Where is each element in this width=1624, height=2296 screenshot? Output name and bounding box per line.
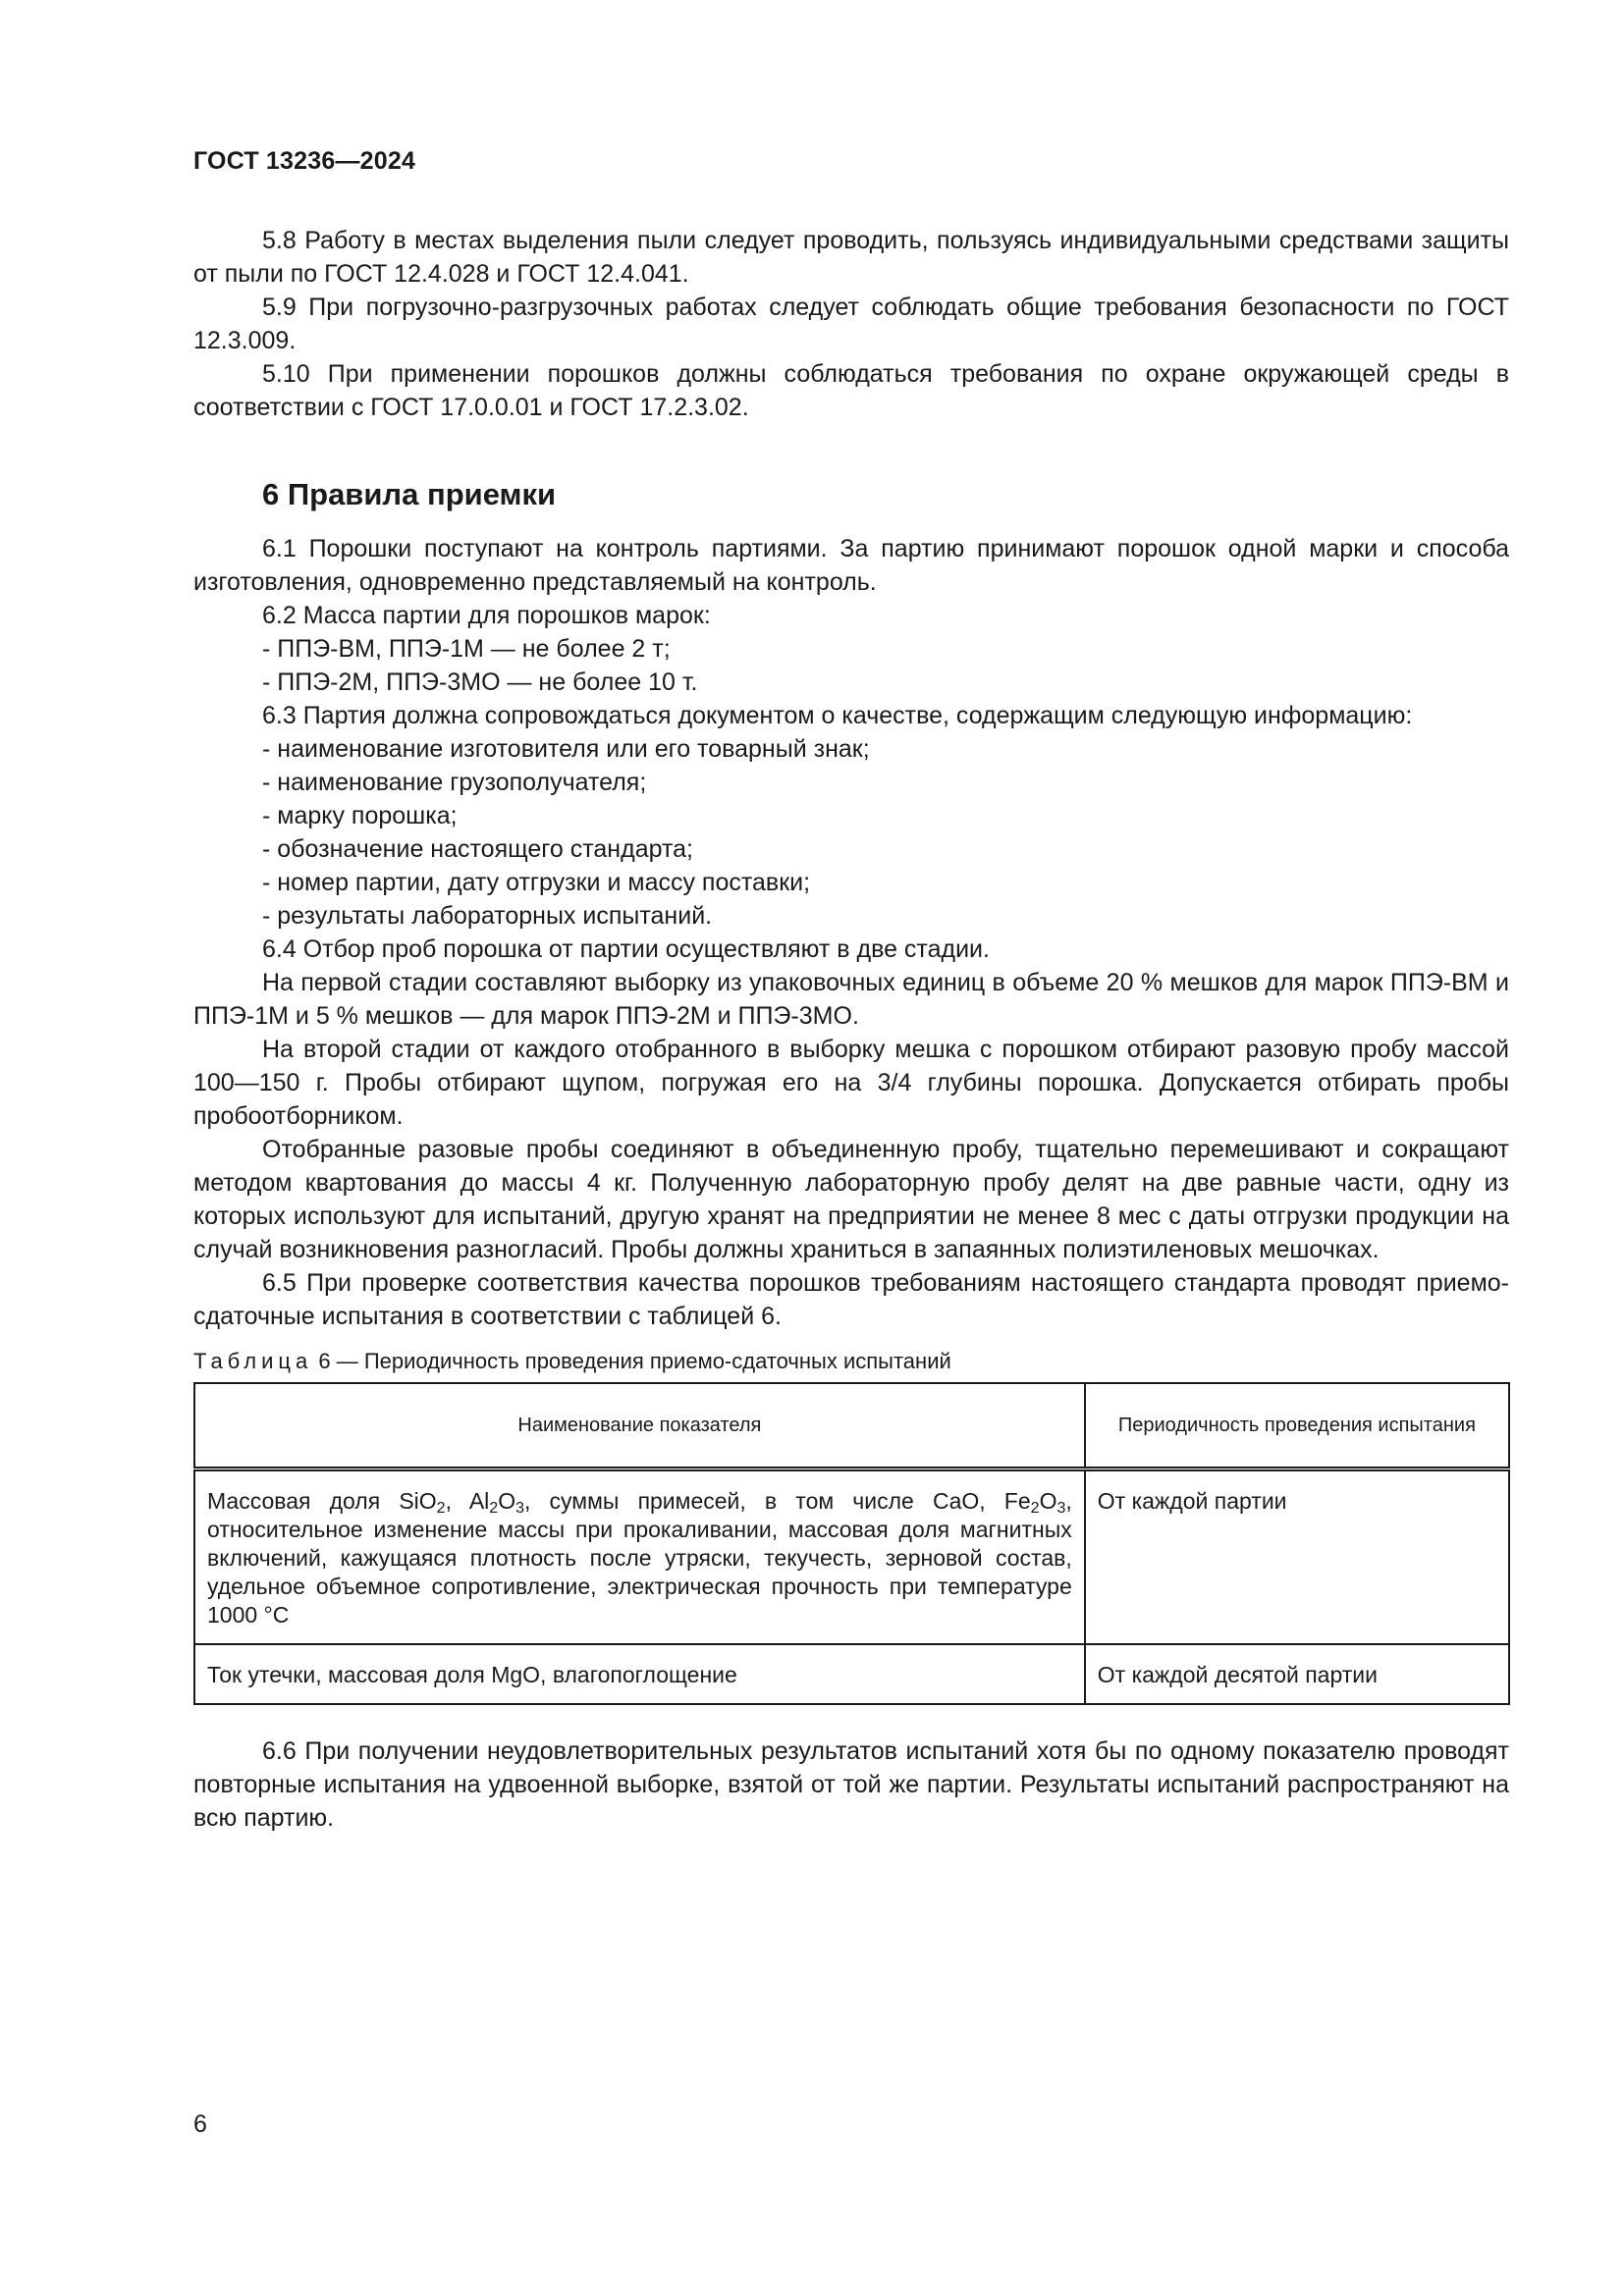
list-item: - наименование грузополучателя; bbox=[262, 769, 647, 796]
paragraph-6-6: 6.6 При получении неудовлетворительных результатов испытаний хотя бы по одному показателю проводят повторные испытания на удвоенной выборке, взятой от той же партии. Результаты испытаний распространяют на всю партию. bbox=[193, 1737, 1509, 1832]
paragraph-6-1: 6.1 Порошки поступают на контроль партиями. За партию принимают порошок одной марки и способа изготовления, одновременно представляемый на контроль. bbox=[193, 535, 1509, 596]
table-caption-prefix: Таблица bbox=[193, 1349, 313, 1373]
paragraph-5-10: 5.10 При применении порошков должны соблюдаться требования по охране окружающей среды в соответствии с ГОСТ 17.0.0.01 и ГОСТ 17.2.3.02. bbox=[193, 360, 1509, 421]
list-item: - номер партии, дату отгрузки и массу поставки; bbox=[262, 869, 811, 896]
paragraph-5-9: 5.9 При погрузочно-разгрузочных работах следует соблюдать общие требования безопасности по ГОСТ 12.3.009. bbox=[193, 294, 1509, 354]
table-row bbox=[194, 1469, 1509, 1645]
paragraph-6-2: 6.2 Масса партии для порошков марок: bbox=[262, 602, 711, 629]
table-cell-periodicity: От каждой партии bbox=[1085, 1469, 1509, 1645]
paragraph-6-5: 6.5 При проверке соответствия качества порошков требованиям настоящего стандарта проводят приемо-сдаточные испытания в соответствии с таблицей 6. bbox=[193, 1269, 1509, 1330]
table-header-row bbox=[194, 1383, 1509, 1469]
paragraph-6-4-stage1: На первой стадии составляют выборку из упаковочных единиц в объеме 20 % мешков для марок ППЭ-ВМ и ППЭ-1М и 5 % мешков — для марок ППЭ-2М и ППЭ-3МО. bbox=[193, 969, 1509, 1030]
list-item: - ППЭ-ВМ, ППЭ-1М — не более 2 т; bbox=[262, 635, 671, 663]
list-item: - ППЭ-2М, ППЭ-3МО — не более 10 т. bbox=[262, 668, 698, 696]
paragraph-6-4-stage2: На второй стадии от каждого отобранного в выборку мешка с порошком отбирают разовую пробу массой 100—150 г. Пробы отбирают щупом, погружая его на 3/4 глубины порошка. Допускается отбирать пробы пробоотборником. bbox=[193, 1036, 1509, 1130]
list-item: - обозначение настоящего стандарта; bbox=[262, 835, 693, 863]
table-cell-indicator: Ток утечки, массовая доля MgO, влагопоглощение bbox=[194, 1644, 1085, 1704]
list-item: - наименование изготовителя или его товарный знак; bbox=[262, 735, 870, 763]
table-caption-title: 6 — Периодичность проведения приемо-сдаточных испытаний bbox=[312, 1349, 951, 1373]
paragraph-5-8: 5.8 Работу в местах выделения пыли следует проводить, пользуясь индивидуальными средствами защиты от пыли по ГОСТ 12.4.028 и ГОСТ 12.4.041. bbox=[193, 227, 1509, 288]
paragraph-6-4: 6.4 Отбор проб порошка от партии осуществляют в две стадии. bbox=[262, 935, 990, 963]
table-caption bbox=[193, 1347, 1509, 1382]
table-cell-periodicity: От каждой десятой партии bbox=[1085, 1644, 1509, 1704]
list-item: - результаты лабораторных испытаний. bbox=[262, 902, 713, 930]
column-header-periodicity: Периодичность проведения испытания bbox=[1085, 1383, 1509, 1469]
page-content bbox=[193, 224, 1509, 1835]
column-header-indicator: Наименование показателя bbox=[194, 1383, 1085, 1469]
table-row bbox=[194, 1644, 1509, 1704]
page-number: 6 bbox=[193, 2110, 207, 2138]
list-item: - марку порошка; bbox=[262, 802, 458, 829]
section-6-title: 6 Правила приемки bbox=[262, 477, 557, 511]
table-6 bbox=[193, 1382, 1510, 1705]
document-header: ГОСТ 13236—2024 bbox=[193, 147, 416, 175]
table-cell-indicator: Массовая доля SiO$_2$, $Al_2O_3$, суммы примесей, в том числе CaO, $Fe_2O_3$, относительное изменение массы при прокаливании, массовая доля магнитных включений, кажущаяся плотность после утряски, текучесть, зерновой состав, удельное объемное сопротивление, электрическая прочность при температуре 1000 °С bbox=[194, 1469, 1085, 1645]
paragraph-6-3: 6.3 Партия должна сопровождаться документом о качестве, содержащим следующую информацию: bbox=[262, 702, 1413, 729]
paragraph-6-4-combining: Отобранные разовые пробы соединяют в объединенную пробу, тщательно перемешивают и сокращают методом квартования до массы 4 кг. Полученную лабораторную пробу делят на две равные части, одну из которых используют для испытаний, другую хранят на предприятии не менее 8 мес с даты отгрузки продукции на случай возникновения разногласий. Пробы должны храниться в запаянных полиэтиленовых мешочках. bbox=[193, 1136, 1509, 1263]
